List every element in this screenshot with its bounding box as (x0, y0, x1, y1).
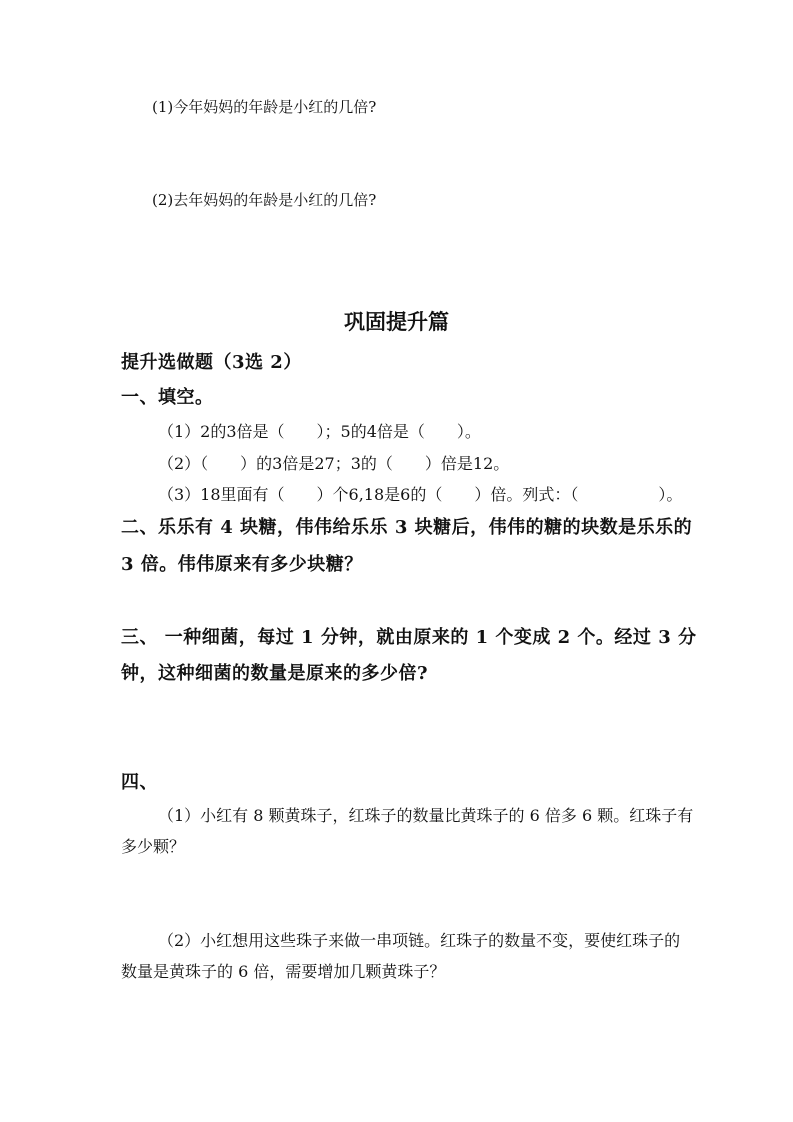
part1-heading: 一、填空。 (121, 387, 214, 408)
part4-q1-line-2: 多少颗？ (121, 837, 186, 856)
part4-q2-line-2: 数量是黄珠子的 6 倍，需要增加几颗黄珠子？ (121, 962, 446, 981)
part2-line-2: 3 倍。伟伟原来有多少块糖？ (121, 554, 363, 575)
prev-question-2: (2)去年妈妈的年龄是小红的几倍? (152, 191, 377, 209)
part4-heading: 四、 (121, 772, 158, 793)
fill-blank-item-3: （3）18里面有（ ）个6,18是6的（ ）倍。列式：（ ）。 (158, 485, 683, 504)
part3-line-1: 三、 一种细菌，每过 1 分钟，就由原来的 1 个变成 2 个。经过 3 分 (121, 627, 697, 648)
part3-line-2: 钟，这种细菌的数量是原来的多少倍? (121, 663, 429, 684)
fill-blank-item-1: （1）2的3倍是（ ）；5的4倍是（ ）。 (158, 422, 481, 441)
part4-q1-line-1: （1）小红有 8 颗黄珠子，红珠子的数量比黄珠子的 6 倍多 6 颗。红珠子有 (158, 806, 694, 825)
part4-q2-line-1: （2）小红想用这些珠子来做一串项链。红珠子的数量不变，要使红珠子的 (158, 931, 681, 950)
prev-question-1: (1)今年妈妈的年龄是小红的几倍? (152, 98, 377, 116)
subtitle: 提升选做题（3选 2） (121, 352, 302, 373)
part2-line-1: 二、乐乐有 4 块糖，伟伟给乐乐 3 块糖后，伟伟的糖的块数是乐乐的 (121, 517, 693, 538)
section-title: 巩固提升篇 (344, 309, 449, 334)
fill-blank-item-2: （2）（ ）的3倍是27；3的（ ）倍是12。 (158, 454, 510, 473)
